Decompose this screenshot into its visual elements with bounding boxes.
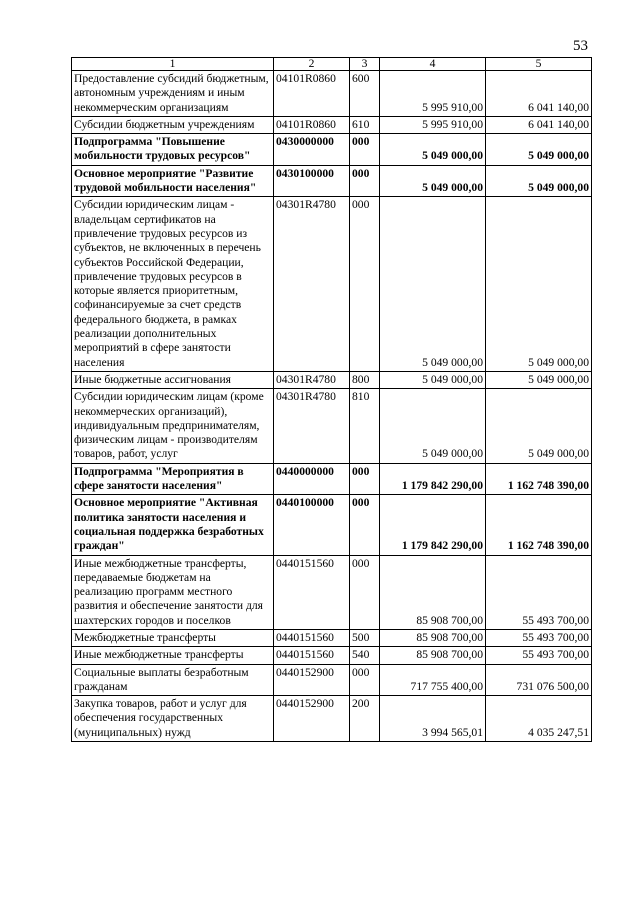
code-cell: 04301R4780 <box>274 389 350 463</box>
sum-year2-cell: 1 162 748 390,00 <box>486 495 592 555</box>
sum-year2-cell: 5 049 000,00 <box>486 389 592 463</box>
sum-year2-cell: 4 035 247,51 <box>486 696 592 742</box>
name-cell: Закупка товаров, работ и услуг для обеспечения государственных (муниципальных) нужд <box>72 696 274 742</box>
sum-year2-cell: 731 076 500,00 <box>486 664 592 696</box>
table-row <box>72 664 592 696</box>
sum-year2-cell: 5 049 000,00 <box>486 197 592 372</box>
name-cell: Предоставление субсидий бюджетным, автономным учреждениям и иным некоммерческим организациям <box>72 71 274 117</box>
code-cell: 0440000000 <box>274 463 350 495</box>
sum-year1-cell: 1 179 842 290,00 <box>380 495 486 555</box>
table-row <box>72 629 592 646</box>
name-cell: Субсидии юридическим лицам - владельцам сертификатов на привлечение трудовых ресурсов из субъектов, не включенных в перечень субъектов Российской Федерации, привлечение трудовых ресурсов в которые является приоритетным, софинансируемые за счет средств федерального бюджета, в рамках реализации дополнительных мероприятий в сфере занятости населения <box>72 197 274 372</box>
table-row <box>72 647 592 664</box>
name-cell: Социальные выплаты безработным гражданам <box>72 664 274 696</box>
name-cell: Субсидии юридическим лицам (кроме некоммерческих организаций), индивидуальным предпринимателям, физическим лицам - производителям товаров, работ, услуг <box>72 389 274 463</box>
code-cell: 04301R4780 <box>274 197 350 372</box>
name-cell: Подпрограмма "Мероприятия в сфере занятости населения" <box>72 463 274 495</box>
vr-cell: 200 <box>350 696 380 742</box>
table-row <box>72 371 592 388</box>
vr-cell: 800 <box>350 371 380 388</box>
table-row <box>72 495 592 555</box>
code-cell: 0440151560 <box>274 555 350 629</box>
code-cell: 04301R4780 <box>274 371 350 388</box>
sum-year1-cell: 5 995 910,00 <box>380 71 486 117</box>
code-cell: 0440151560 <box>274 647 350 664</box>
code-cell: 0440100000 <box>274 495 350 555</box>
sum-year2-cell: 1 162 748 390,00 <box>486 463 592 495</box>
vr-cell: 000 <box>350 495 380 555</box>
sum-year2-cell: 6 041 140,00 <box>486 116 592 133</box>
table-row <box>72 134 592 166</box>
column-header: 5 <box>486 58 592 71</box>
code-cell: 04101R0860 <box>274 71 350 117</box>
table-row <box>72 197 592 372</box>
vr-cell: 000 <box>350 165 380 197</box>
column-header: 1 <box>72 58 274 71</box>
code-cell: 0430000000 <box>274 134 350 166</box>
sum-year1-cell: 1 179 842 290,00 <box>380 463 486 495</box>
vr-cell: 540 <box>350 647 380 664</box>
vr-cell: 000 <box>350 555 380 629</box>
column-header: 2 <box>274 58 350 71</box>
code-cell: 0430100000 <box>274 165 350 197</box>
name-cell: Иные межбюджетные трансферты, передаваемые бюджетам на реализацию программ местного развития и обеспечение занятости для шахтерских городов и поселков <box>72 555 274 629</box>
sum-year1-cell: 3 994 565,01 <box>380 696 486 742</box>
sum-year1-cell: 5 049 000,00 <box>380 197 486 372</box>
table-row <box>72 165 592 197</box>
sum-year1-cell: 85 908 700,00 <box>380 555 486 629</box>
vr-cell: 000 <box>350 197 380 372</box>
name-cell: Субсидии бюджетным учреждениям <box>72 116 274 133</box>
code-cell: 0440152900 <box>274 696 350 742</box>
sum-year1-cell: 85 908 700,00 <box>380 629 486 646</box>
sum-year2-cell: 5 049 000,00 <box>486 134 592 166</box>
code-cell: 0440152900 <box>274 664 350 696</box>
vr-cell: 000 <box>350 463 380 495</box>
sum-year1-cell: 5 049 000,00 <box>380 165 486 197</box>
name-cell: Основное мероприятие "Развитие трудовой мобильности населения" <box>72 165 274 197</box>
page-number: 53 <box>573 38 588 54</box>
sum-year1-cell: 5 995 910,00 <box>380 116 486 133</box>
sum-year1-cell: 5 049 000,00 <box>380 371 486 388</box>
table-row <box>72 116 592 133</box>
vr-cell: 610 <box>350 116 380 133</box>
column-header: 4 <box>380 58 486 71</box>
header-row <box>72 58 592 71</box>
name-cell: Подпрограмма "Повышение мобильности трудовых ресурсов" <box>72 134 274 166</box>
name-cell: Основное мероприятие "Активная политика занятости населения и социальная поддержка безработных граждан" <box>72 495 274 555</box>
code-cell: 0440151560 <box>274 629 350 646</box>
sum-year1-cell: 5 049 000,00 <box>380 134 486 166</box>
sum-year1-cell: 717 755 400,00 <box>380 664 486 696</box>
vr-cell: 600 <box>350 71 380 117</box>
sum-year2-cell: 55 493 700,00 <box>486 629 592 646</box>
table-row <box>72 71 592 117</box>
sum-year2-cell: 6 041 140,00 <box>486 71 592 117</box>
name-cell: Межбюджетные трансферты <box>72 629 274 646</box>
sum-year1-cell: 85 908 700,00 <box>380 647 486 664</box>
sum-year2-cell: 5 049 000,00 <box>486 371 592 388</box>
sum-year2-cell: 5 049 000,00 <box>486 165 592 197</box>
vr-cell: 000 <box>350 134 380 166</box>
column-header: 3 <box>350 58 380 71</box>
table-row <box>72 389 592 463</box>
table-row <box>72 463 592 495</box>
sum-year2-cell: 55 493 700,00 <box>486 647 592 664</box>
table-row <box>72 555 592 629</box>
table-row <box>72 696 592 742</box>
sum-year1-cell: 5 049 000,00 <box>380 389 486 463</box>
budget-table <box>71 57 592 742</box>
vr-cell: 000 <box>350 664 380 696</box>
code-cell: 04101R0860 <box>274 116 350 133</box>
name-cell: Иные межбюджетные трансферты <box>72 647 274 664</box>
name-cell: Иные бюджетные ассигнования <box>72 371 274 388</box>
vr-cell: 500 <box>350 629 380 646</box>
vr-cell: 810 <box>350 389 380 463</box>
sum-year2-cell: 55 493 700,00 <box>486 555 592 629</box>
